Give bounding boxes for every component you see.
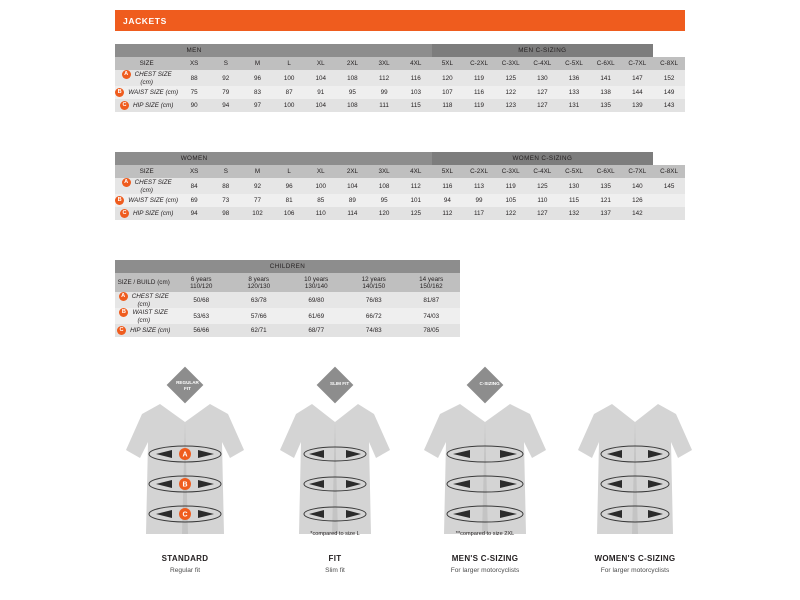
women-col-c6xl: C-6XL: [596, 168, 615, 175]
women-col-c5xl: C-5XL: [565, 168, 583, 175]
men-col-3xl: 3XL: [378, 60, 390, 67]
children-row-c-label: [115, 324, 173, 337]
children-row-a-text: CHEST SIZE (cm): [131, 293, 169, 308]
cell: 112: [442, 210, 453, 218]
table-row: [115, 292, 460, 308]
women-col-c8xl: C-8XL: [660, 168, 678, 175]
cell: 125: [505, 74, 516, 82]
children-col-10-top: 10 years: [304, 275, 329, 283]
women-row-a-text: CHEST SIZE (cm): [134, 179, 172, 194]
men-group-header-row: [115, 44, 685, 57]
children-col-6-top: 6 years: [190, 275, 212, 283]
cell: 94: [443, 197, 451, 205]
cell: 99: [475, 197, 483, 205]
cell: 142: [632, 210, 643, 218]
cell: 127: [537, 210, 548, 218]
children-col-12: [345, 273, 403, 292]
children-column-header-row: [115, 273, 460, 292]
cell: 108: [347, 102, 358, 110]
cell: 111: [379, 102, 389, 110]
cell: 69: [190, 197, 198, 205]
cell: 88: [222, 182, 230, 190]
men-col-c5xl: C-5XL: [565, 60, 583, 67]
cell: 66/72: [365, 312, 382, 320]
cell: 100: [283, 102, 295, 110]
cell: 108: [378, 182, 390, 190]
children-col-8-top: 8 years: [248, 275, 270, 283]
cell: 121: [600, 197, 611, 205]
table-row: [115, 178, 685, 194]
cell: 138: [600, 89, 611, 97]
cell: 110: [315, 210, 326, 218]
marker-a-icon: A: [119, 292, 128, 301]
men-col-l: L: [287, 60, 291, 67]
women-col-xl: XL: [316, 168, 325, 175]
children-size-label: SIZE / BUILD (cm): [117, 279, 170, 286]
cell: 63/78: [250, 296, 267, 304]
women-col-2xl: 2XL: [346, 168, 359, 175]
cell: 78/05: [423, 327, 440, 335]
men-col-xs: XS: [189, 60, 199, 67]
cell: 125: [537, 182, 548, 190]
table-row: [115, 99, 685, 112]
cell: [653, 194, 685, 207]
men-col-c8xl: C-8XL: [660, 60, 678, 67]
cell: 115: [568, 197, 580, 205]
cell: 145: [663, 182, 675, 190]
cell: 101: [410, 197, 421, 205]
cell: 92: [222, 74, 230, 82]
cell: 122: [505, 89, 516, 97]
cell: 95: [348, 89, 356, 97]
children-col-12-bottom: 140/150: [362, 282, 386, 290]
jacket-illustration-standard: [120, 392, 250, 542]
women-csizing-label: WOMEN C-SIZING: [432, 152, 654, 165]
badge-fit-label: SLIM FIT: [330, 380, 350, 386]
figure-standard-subtitle: Regular fit: [169, 567, 201, 574]
cell: 98: [222, 210, 230, 218]
figure-standard-title: STANDARD: [161, 554, 209, 563]
marker-c-icon: C: [120, 101, 129, 110]
table-row: [115, 324, 460, 337]
women-row-c-text: HIP SIZE (cm): [132, 210, 174, 218]
cell: 77: [253, 197, 261, 205]
cell: 131: [568, 102, 580, 110]
cell: 140: [632, 182, 643, 190]
women-size-table: [115, 152, 685, 220]
cell: 85: [317, 197, 325, 205]
children-size-table: [115, 260, 460, 337]
cell: 116: [442, 182, 453, 190]
marker-a-icon: A: [122, 70, 131, 79]
cell: 102: [252, 210, 263, 218]
cell: 104: [347, 182, 358, 190]
men-row-a-text: CHEST SIZE (cm): [134, 71, 172, 86]
cell: 104: [315, 74, 327, 82]
women-row-c-label: [115, 207, 178, 220]
table-row: [115, 86, 685, 99]
table-row: [115, 207, 685, 220]
men-row-b-text: WAIST SIZE (cm): [128, 89, 179, 97]
table-row: [115, 308, 460, 324]
men-col-c7xl: C-7XL: [628, 60, 647, 67]
cell: 149: [663, 89, 675, 97]
table-row: [115, 194, 685, 207]
children-group-header-row: [115, 260, 460, 273]
cell: 89: [348, 197, 356, 205]
fit-illustrations: [0, 370, 800, 585]
cell: [653, 207, 685, 220]
men-row-c-text: HIP SIZE (cm): [132, 102, 174, 110]
cell: 152: [663, 74, 675, 82]
marker-b-icon: B: [115, 196, 124, 205]
badge-mens-csizing-label: C-SIZING: [479, 380, 500, 386]
men-col-m: M: [254, 60, 261, 67]
children-row-b-label: [115, 308, 173, 324]
marker-b-icon: B: [119, 308, 128, 317]
cell: 110: [537, 197, 548, 205]
cell: 147: [632, 74, 643, 82]
marker-b-icon: B: [115, 88, 124, 97]
women-col-c4xl: C-4XL: [533, 168, 552, 175]
women-group-label: WOMEN: [115, 152, 273, 165]
table-row: [115, 70, 685, 86]
women-group-header-row: [115, 152, 685, 165]
women-column-header-row: [115, 165, 685, 178]
men-row-c-label: [115, 99, 178, 112]
cell: 105: [505, 197, 516, 205]
children-col-10: [288, 273, 346, 292]
cell: 103: [410, 89, 421, 97]
cell: 69/80: [308, 296, 325, 304]
cell: 81/87: [423, 296, 440, 304]
women-col-c7xl: C-7XL: [628, 168, 647, 175]
cell: 144: [632, 89, 643, 97]
cell: 88: [190, 74, 198, 82]
cell: 118: [442, 102, 453, 110]
children-row-b-text: WAIST SIZE (cm): [132, 309, 169, 325]
cell: 117: [474, 210, 485, 218]
figure-fit-title: FIT: [328, 554, 342, 563]
cell: 119: [474, 74, 485, 82]
women-group-spacer: [273, 152, 431, 165]
cell: 135: [600, 182, 611, 190]
svg-text:B: B: [182, 481, 188, 489]
cell: 126: [632, 197, 643, 205]
cell: 113: [474, 182, 485, 190]
cell: 119: [505, 182, 516, 190]
cell: 106: [283, 210, 295, 218]
cell: 62/71: [250, 327, 267, 335]
men-col-c6xl: C-6XL: [596, 60, 615, 67]
svg-text:A: A: [182, 451, 188, 459]
cell: 130: [568, 182, 580, 190]
cell: 133: [568, 89, 580, 97]
cell: 107: [442, 89, 453, 97]
children-col-10-bottom: 130/140: [304, 282, 328, 290]
cell: 84: [190, 182, 198, 190]
men-col-s: S: [223, 60, 228, 67]
cell: 74/03: [423, 312, 440, 320]
men-col-2xl: 2XL: [346, 60, 359, 67]
children-col-12-top: 12 years: [361, 275, 386, 283]
children-row-c-text: HIP SIZE (cm): [130, 327, 171, 335]
cell: 50/68: [193, 296, 210, 304]
cell: 104: [315, 102, 327, 110]
cell: 120: [378, 210, 390, 218]
women-size-label: SIZE: [139, 168, 154, 175]
cell: 108: [347, 74, 358, 82]
cell: 125: [410, 210, 421, 218]
cell: 68/77: [308, 327, 325, 335]
cell: 61/69: [308, 312, 325, 320]
cell: 119: [474, 102, 485, 110]
cell: 114: [347, 210, 358, 218]
men-csizing-label: MEN C-SIZING: [432, 44, 654, 57]
figure-mens-csizing-title: MEN'S C-SIZING: [451, 554, 519, 563]
svg-text:C: C: [182, 511, 188, 519]
women-col-s: S: [223, 168, 228, 175]
children-col-8: [230, 273, 288, 292]
children-row-a-label: [115, 292, 173, 308]
children-col-14-bottom: 150/162: [419, 282, 443, 290]
figure-mens-csizing: [400, 370, 570, 585]
women-col-5xl: 5XL: [441, 168, 453, 175]
cell: 120: [442, 74, 453, 82]
women-col-c3xl: C-3XL: [501, 168, 520, 175]
women-row-a-label: [115, 178, 178, 194]
jacket-illustration-womens-csizing: [570, 392, 700, 542]
cell: 96: [285, 182, 293, 190]
women-col-l: L: [287, 168, 291, 175]
cell: 53/63: [193, 312, 210, 320]
cell: 122: [505, 210, 516, 218]
cell: 143: [663, 102, 675, 110]
cell: 75: [190, 89, 198, 97]
women-col-4xl: 4XL: [410, 168, 422, 175]
men-col-4xl: 4XL: [410, 60, 422, 67]
figure-standard: [100, 370, 270, 585]
cell: 115: [410, 102, 421, 110]
figure-womens-csizing: [550, 370, 720, 585]
cell: 87: [285, 89, 293, 97]
cell: 56/66: [193, 327, 210, 335]
men-size-label: SIZE: [139, 60, 154, 67]
men-group-spacer: [273, 44, 431, 57]
cell: 97: [253, 102, 261, 110]
men-row-a-label: [115, 70, 178, 86]
men-size-table: [115, 44, 685, 112]
figure-fit: [250, 370, 420, 585]
cell: 112: [410, 182, 421, 190]
men-col-5xl: 5XL: [441, 60, 453, 67]
cell: 136: [568, 74, 580, 82]
jacket-illustration-fit: [270, 392, 400, 542]
men-row-b-label: [115, 86, 178, 99]
figure-womens-csizing-subtitle: For larger motorcyclists: [600, 567, 670, 574]
women-col-c2xl: C-2XL: [470, 168, 488, 175]
cell: 94: [222, 102, 230, 110]
men-col-c2xl: C-2XL: [470, 60, 488, 67]
children-group-label: CHILDREN: [115, 260, 460, 273]
marker-c-icon: C: [117, 326, 126, 335]
marker-a-icon: A: [122, 178, 131, 187]
cell: 90: [190, 102, 198, 110]
figure-mens-csizing-note: **compared to size 2XL: [455, 531, 515, 537]
marker-c-icon: C: [120, 209, 129, 218]
figure-womens-csizing-title: WOMEN'S C-SIZING: [594, 554, 676, 563]
cell: 76/83: [365, 296, 382, 304]
cell: 100: [283, 74, 295, 82]
cell: 130: [537, 74, 548, 82]
children-col-6: [173, 273, 231, 292]
cell: 100: [315, 182, 327, 190]
women-row-b-label: [115, 194, 178, 207]
figure-mens-csizing-subtitle: For larger motorcyclists: [450, 567, 520, 574]
cell: 123: [505, 102, 516, 110]
cell: 116: [410, 74, 421, 82]
badge-standard-label: REGULAR FIT: [176, 380, 199, 392]
men-column-header-row: [115, 57, 685, 70]
cell: 94: [190, 210, 198, 218]
cell: 99: [380, 89, 388, 97]
jacket-illustration-mens-csizing: [420, 392, 550, 542]
cell: 116: [474, 89, 485, 97]
cell: 112: [379, 74, 390, 82]
children-col-8-bottom: 120/130: [247, 282, 271, 290]
cell: 141: [600, 74, 611, 82]
women-row-b-text: WAIST SIZE (cm): [128, 197, 179, 205]
cell: 92: [253, 182, 261, 190]
children-col-6-bottom: 110/120: [190, 282, 213, 290]
women-col-3xl: 3XL: [378, 168, 390, 175]
men-col-c4xl: C-4XL: [533, 60, 552, 67]
men-col-xl: XL: [316, 60, 325, 67]
figure-fit-subtitle: Slim fit: [325, 567, 345, 574]
cell: 96: [253, 74, 261, 82]
cell: 73: [222, 197, 230, 205]
cell: 79: [222, 89, 230, 97]
cell: 74/83: [365, 327, 382, 335]
men-col-c3xl: C-3XL: [501, 60, 520, 67]
cell: 127: [537, 89, 548, 97]
cell: 135: [600, 102, 611, 110]
page-title: JACKETS: [115, 10, 685, 31]
cell: 132: [568, 210, 580, 218]
cell: 139: [632, 102, 643, 110]
children-col-14: [403, 273, 461, 292]
cell: 95: [380, 197, 388, 205]
cell: 57/66: [250, 312, 267, 320]
children-col-14-top: 14 years: [419, 275, 444, 283]
men-group-label: MEN: [115, 44, 273, 57]
cell: 83: [253, 89, 261, 97]
cell: 127: [537, 102, 548, 110]
women-col-m: M: [254, 168, 261, 175]
figure-fit-note: *compared to size L: [310, 531, 360, 537]
cell: 81: [285, 197, 293, 205]
cell: 91: [317, 89, 325, 97]
women-col-xs: XS: [189, 168, 199, 175]
cell: 137: [600, 210, 611, 218]
